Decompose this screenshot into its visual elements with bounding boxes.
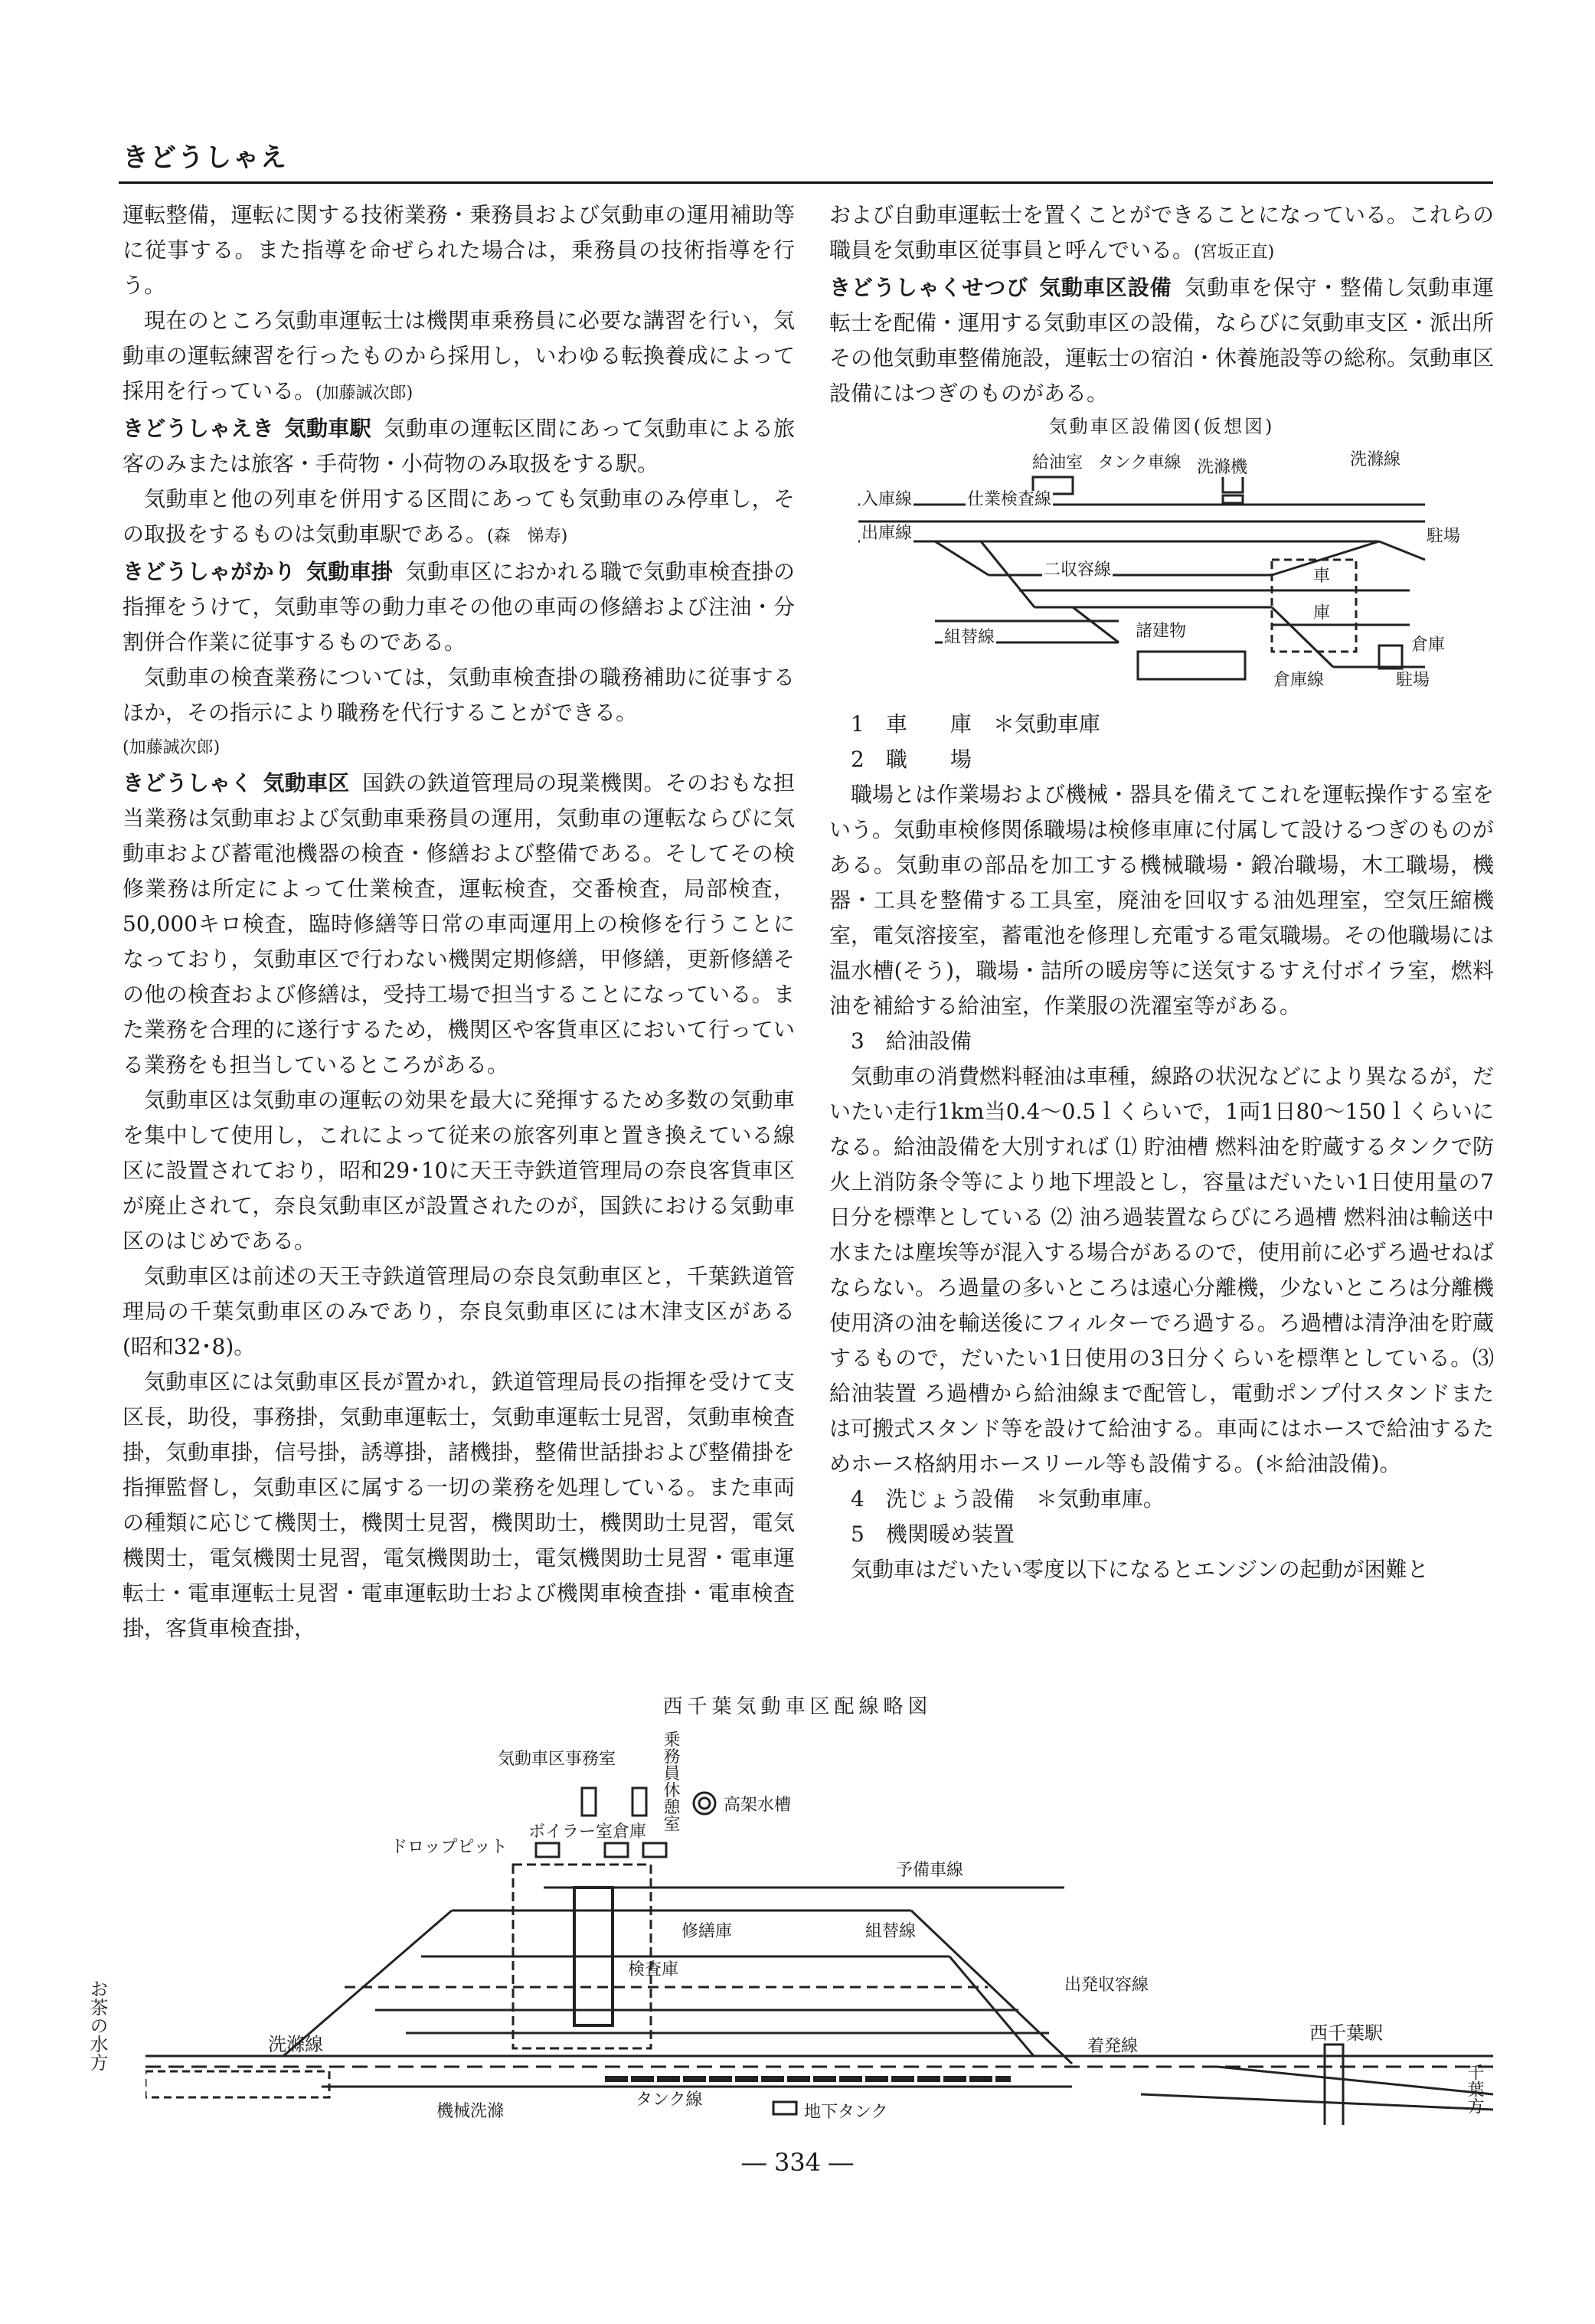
depot-facility-diagram <box>843 445 1471 698</box>
running-head: きどうしゃえ <box>123 142 288 173</box>
figure2-labels <box>87 1727 1493 2125</box>
entry-reading: きどうしゃえき <box>123 416 274 441</box>
paragraph: 気動車区は気動車の運転の効果を最大に発揮するため多数の気動車を集中して使用し，これによって従来の旅客列車と置き換えている線区に設置されており，昭和29･10に天王寺鉄道管理局の奈良客貨車区が廃止されて，奈良気動車区が設置されたのが，国鉄における気動車区のはじめである。 <box>123 1087 795 1254</box>
diagram-label: 仕業検査線 <box>967 490 1052 509</box>
diagram-label: 倉庫 <box>1411 636 1446 655</box>
label: 洗滌線 <box>268 2034 323 2055</box>
list-item: 1 車 庫 ＊気動車庫 <box>851 711 1100 737</box>
diagram-label: 二収容線 <box>1044 561 1112 580</box>
diagram-label: 入庫線 <box>861 490 913 509</box>
label: 修繕庫 <box>681 1922 733 1941</box>
figure-caption: 西千葉気動車区配線略図 <box>662 1695 933 1718</box>
diagram-label: 組替線 <box>944 628 995 647</box>
paragraph: 気動車の消費燃料軽油は車種，線路の状況などにより異なるが，だいたい走行1km当0.4～0.5ｌくらいで，1両1日80～150ｌくらいになる。給油設備を大別すれば ⑴ 貯油槽 燃料油を貯蔵するタンクで防火上消防条令等により地下埋設とし，容量はだいたい1日使用量の7日分を標準としている ⑵ 油ろ過装置ならびにろ過槽 燃料油は輸送中水または塵埃等が混入する場合があるので，使用前に必ずろ過せねばならない。ろ過量の多いところは遠心分離機，少ないところは分離機使用済の油を輸送後にフィルターでろ過する。ろ過槽は清浄油を貯蔵するもので，だいたい1日使用の3日分くらいを標準としている。⑶ 給油装置 ろ過槽から給油線まで配管し，電動ポンプ付スタンドまたは可搬式スタンド等を設けて給油する。車両にはホースで給油するためホース格納用ホースリール等も設備する。(＊給油設備)。 <box>829 1064 1495 1476</box>
track-line <box>935 541 989 575</box>
diagram-label: 庫 <box>1313 603 1331 623</box>
label: 着発線 <box>1087 2037 1139 2056</box>
paragraph: 気動車と他の列車を併用する区間にあっても気動車のみ停車し，その取扱をするものは気動車駅である。(森 悌寿) <box>123 486 795 547</box>
diagram-label: 給油室 <box>1032 453 1083 472</box>
right-column <box>829 198 1494 1587</box>
buildings-block <box>1138 652 1245 679</box>
label: タンク線 <box>636 2090 703 2110</box>
label: ドロップピット <box>391 1838 508 1857</box>
header-rule <box>119 181 1493 184</box>
label: 気動車区事務室 <box>498 1750 616 1769</box>
washer-building <box>1223 495 1243 503</box>
label: 機械洗滌 <box>436 2102 505 2121</box>
entry-headword: 気動車区設備 <box>1039 275 1172 300</box>
label: 検査庫 <box>628 1960 679 1979</box>
author-signature: (宮坂正直) <box>1194 243 1275 262</box>
list-item: 2 職 場 <box>851 747 972 772</box>
label: 千葉方 <box>1465 2064 1484 2114</box>
paragraph: 気動車区には気動車区長が置かれ，鉄道管理局長の指揮を受けて支区長，助役，事務掛，気動車運転士，気動車運転士見習，気動車検査掛，気動車掛，信号掛，誘導掛，諸機掛，整備世話掛および整備掛を指揮監督し，気動車区に属する一切の業務を処理している。また車両の種類に応じて機関士，機関士見習，機関助士，機関助士見習，電気機関士，電気機関士見習，電気機関助士，電気機関助士見習・電車運転士・電車運転士見習・電車運転助士および機関車検査掛・電車検査掛，客貨車検査掛， <box>123 1369 795 1641</box>
label: 組替線 <box>865 1922 917 1941</box>
label: お茶の水方 <box>87 1979 108 2071</box>
diagram-label: 洗滌機 <box>1197 458 1248 477</box>
label: 高架水槽 <box>724 1796 792 1815</box>
washer-building <box>1223 476 1243 492</box>
label: 予備車線 <box>896 1861 964 1880</box>
label: 出発収容線 <box>1064 1976 1149 1995</box>
diagram-label: タンク車線 <box>1097 453 1182 472</box>
figure-caption: 気動車区設備図(仮想図) <box>1048 416 1275 437</box>
paragraph: 気動車の検査業務については，気動車検査掛の職務補助に従事するほか，その指示により職務を代行することができる。 <box>123 665 795 725</box>
left-column <box>123 198 795 1646</box>
paragraph: 現在のところ気動車運転士は機関車乗務員に必要な講習を行い，気動車の運転練習を行ったものから採用し，いわゆる転換養成によって採用を行っている。(加藤誠次郎) <box>123 308 795 404</box>
warehouse <box>1379 646 1402 668</box>
label: ボイラー室 <box>528 1822 613 1842</box>
dictionary-entry: きどうしゃえき 気動車駅 気動車の運転区間にあって気動車による旅客のみまたは旅客・手荷物・小荷物のみ取扱をする駅。 <box>123 416 795 476</box>
paragraph: 気動車はだいたい零度以下になるとエンジンの起動が困難と <box>851 1557 1429 1582</box>
diagram-label: 駐場 <box>1427 527 1461 546</box>
entry-headword: 気動車区 <box>263 770 350 796</box>
track-line <box>1379 541 1425 560</box>
label: 地下タンク <box>804 2103 888 2122</box>
paragraph: 職場とは作業場および機械・器具を備えてこれを運転操作する室をいう。気動車検修関係職場は検修車庫に付属して設けるつぎのものがある。気動車の部品を加工する機械職場・鍛冶職場，木工職場，機器・工具を整備する工具室，廃油を回収する油処理室，空気圧縮機室，電気溶接室，蓄電池を修理し充電する電気職場。その他職場には温水槽(そう)，職場・詰所の暖房等に送気するすえ付ボイラ室，燃料油を補給する給油室，作業服の洗濯室等がある。 <box>829 782 1495 1018</box>
entry-reading: きどうしゃくせつび <box>829 275 1029 300</box>
entry-headword: 気動車掛 <box>306 559 393 584</box>
diagram-label: 駐場 <box>1396 671 1430 690</box>
dictionary-entry: きどうしゃくせつび 気動車区設備 気動車を保守・整備し気動車運転士を配備・運用する気動車区の設備，ならびに気動車支区・派出所その他気動車整備施設，運転士の宿泊・休養施設等の総称。気動車区設備にはつぎのものがある。 <box>829 275 1495 406</box>
entry-reading: きどうしゃがかり <box>123 559 296 584</box>
label: 乗務員休憩室 <box>661 1731 680 1832</box>
entry-reading: きどうしゃく <box>123 770 253 796</box>
entry-headword: 気動車駅 <box>284 416 371 441</box>
paragraph: 気動車区は前述の天王寺鉄道管理局の奈良気動車区と，千葉鉄道管理局の千葉気動車区のみであり，奈良気動車区には木津支区がある(昭和32･8)。 <box>123 1263 795 1359</box>
author-signature: (加藤誠次郎) <box>315 384 413 403</box>
paragraph: 運転整備，運転に関する技術業務・乗務員および気動車の運用補助等に従事する。また指導を命ぜられた場合は，乗務員の技術指導を行う。 <box>123 202 795 298</box>
label: 倉庫 <box>613 1822 647 1842</box>
list-item: 4 洗じょう設備 ＊気動車庫。 <box>851 1486 1165 1512</box>
diagram-label: 諸建物 <box>1136 622 1187 641</box>
paragraph: および自動車運転士を置くことができることになっている。これらの職員を気動車区従事員と呼んでいる。(宮坂正直) <box>829 202 1495 263</box>
diagram-label: 洗滌線 <box>1350 450 1401 469</box>
label: 西千葉駅 <box>1309 2022 1383 2044</box>
page-number: ― 334 ― <box>741 2148 854 2177</box>
track-line <box>1073 607 1119 642</box>
diagram-label: 倉庫線 <box>1273 671 1325 690</box>
author-signature: (森 悌寿) <box>487 527 568 546</box>
list-item: 5 機関暖め装置 <box>851 1522 1015 1547</box>
dictionary-entry: きどうしゃがかり 気動車掛 気動車区におかれる職で気動車検査掛の指揮をうけて，気動車等の動力車その他の車両の修繕および注油・分割併合作業に従事するものである。 <box>123 559 795 655</box>
dictionary-entry: きどうしゃく 気動車区 国鉄の鉄道管理局の現業機関。そのおもな担当業務は気動車および気動車乗務員の運用，気動車の運転ならびに気動車および蓄電池機器の検査・修繕および整備である。そしてその検修業務は所定によって仕業検査，運転検査，交番検査，局部検査，50,000キロ検査，臨時修繕等日常の車両運用上の検修を行うことになっており，気動車区で行わない機関定期修繕，甲修繕，更新修繕その他の検査および修繕は，受持工場で担当することになっている。また業務を合理的に遂行するため，機関区や客貨車区において行っている業務をも担当しているところがある。 <box>123 770 795 1077</box>
diagram-label: 車 <box>1313 567 1331 586</box>
list-item: 3 給油設備 <box>851 1028 972 1054</box>
author-signature: (加藤誠次郎) <box>123 738 221 757</box>
diagram-label: 出庫線 <box>861 524 913 543</box>
